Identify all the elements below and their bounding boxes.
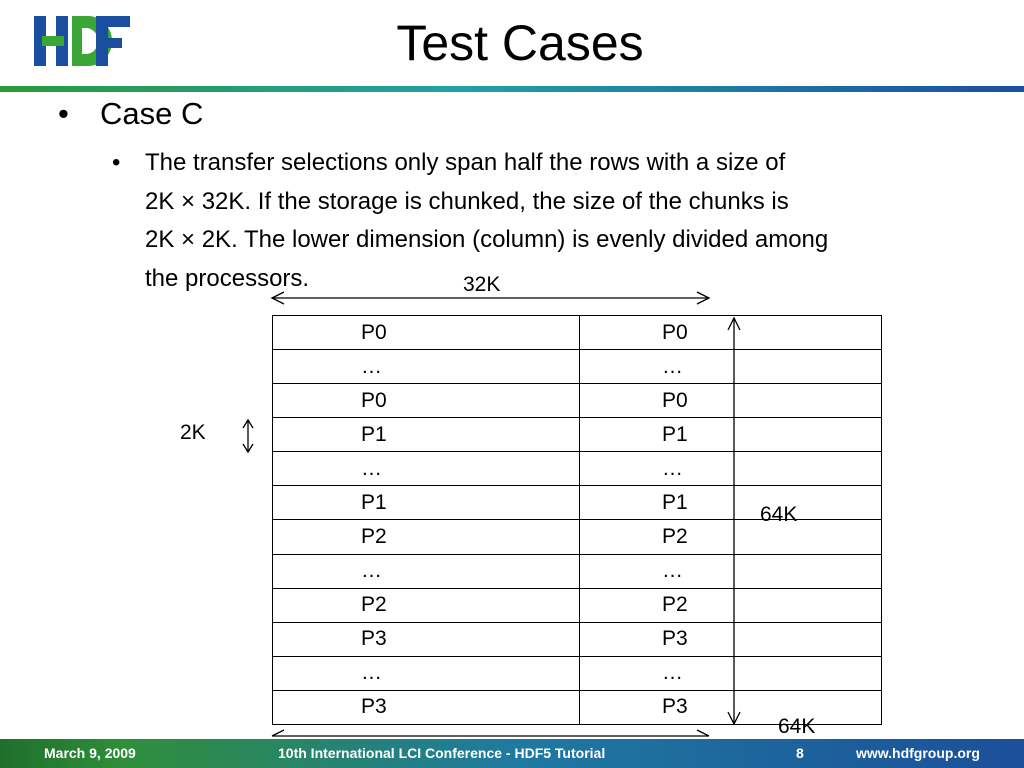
grid-cell: … xyxy=(273,350,580,384)
grid-cell: P0 xyxy=(580,384,882,418)
grid-cell: … xyxy=(580,554,882,588)
width-label: 32K xyxy=(463,273,501,296)
description-line: The transfer selections only span half the rows with a size of xyxy=(145,149,786,176)
grid-cell: P0 xyxy=(273,384,580,418)
table-row xyxy=(273,588,882,622)
table-row xyxy=(273,690,882,724)
grid-cell: P1 xyxy=(580,418,882,452)
description-line: 2K × 2K. The lower dimension (column) is evenly divided among xyxy=(145,226,829,253)
bullet-case-text: Case C xyxy=(100,96,204,131)
sub-bullet-marker: • xyxy=(112,149,121,176)
table-row xyxy=(273,554,882,588)
grid-cell: P3 xyxy=(273,622,580,656)
grid-cell: P0 xyxy=(273,316,580,350)
slide-title: Test Cases xyxy=(396,15,644,71)
bullet-marker: • xyxy=(58,96,69,131)
chunk-height-label: 2K xyxy=(180,421,206,444)
grid-cell: P3 xyxy=(580,690,882,724)
grid-cell: … xyxy=(580,452,882,486)
grid-cell: P2 xyxy=(580,588,882,622)
footer-event: 10th International LCI Conference - HDF5 Tutorial xyxy=(278,745,606,761)
description-line: 2K × 32K. If the storage is chunked, the size of the chunks is xyxy=(145,187,789,215)
table-row xyxy=(273,486,882,520)
table-row xyxy=(273,622,882,656)
table-row xyxy=(273,656,882,690)
grid-cell: P3 xyxy=(580,622,882,656)
grid-cell: P2 xyxy=(273,588,580,622)
grid-cell: … xyxy=(273,554,580,588)
table-row xyxy=(273,452,882,486)
table-row xyxy=(273,520,882,554)
grid-cell: … xyxy=(273,452,580,486)
grid-cell: P3 xyxy=(273,690,580,724)
grid-cell: P0 xyxy=(580,316,882,350)
footer-website: www.hdfgroup.org xyxy=(856,745,980,761)
grid-cell: P1 xyxy=(273,418,580,452)
grid-cell: P2 xyxy=(580,520,882,554)
process-grid xyxy=(272,315,882,725)
grid-cell: … xyxy=(273,656,580,690)
height-label: 64K xyxy=(760,503,798,526)
slide-footer xyxy=(0,739,1024,768)
footer-page-number: 8 xyxy=(796,745,804,761)
description-line: the processors. xyxy=(145,264,310,292)
table-row xyxy=(273,384,882,418)
table-row xyxy=(273,350,882,384)
grid-cell: P2 xyxy=(273,520,580,554)
grid-cell: … xyxy=(580,350,882,384)
bottom-width-label: 64K xyxy=(778,715,816,738)
grid-cell: P1 xyxy=(273,486,580,520)
table-row xyxy=(273,316,882,350)
grid-cell: P1 xyxy=(580,486,882,520)
grid-cell: … xyxy=(580,656,882,690)
table-row xyxy=(273,418,882,452)
footer-date: March 9, 2009 xyxy=(44,745,136,761)
